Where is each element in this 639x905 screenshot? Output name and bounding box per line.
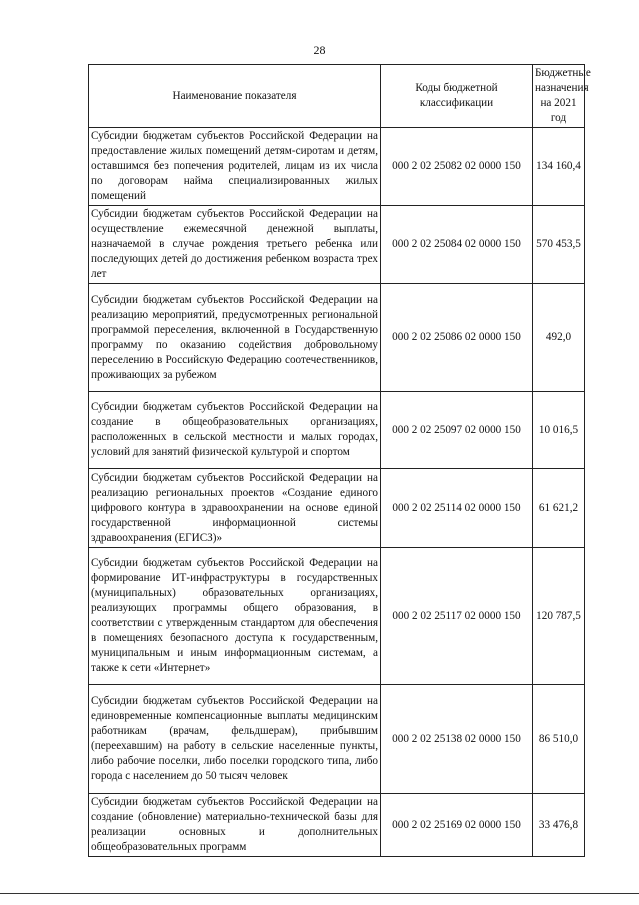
- budget-amount: 33 476,8: [533, 794, 585, 857]
- budget-amount: 134 160,4: [533, 128, 585, 206]
- header-budget-code: Коды бюджетной классификации: [381, 65, 533, 128]
- indicator-name: Субсидии бюджетам субъектов Российской Федерации на реализацию региональных проектов «Создание единого цифрового контура в здравоохранении на основе единой государственной информационной системы здравоохранения (ЕГИСЗ)»: [89, 469, 381, 548]
- table-row: [89, 469, 585, 548]
- table-row: [89, 685, 585, 794]
- header-indicator-name: Наименование показателя: [89, 65, 381, 128]
- indicator-name: Субсидии бюджетам субъектов Российской Федерации на создание (обновление) материально-технической базы для реализации основных и дополнительных общеобразовательных программ: [89, 794, 381, 857]
- table-row: [89, 284, 585, 392]
- budget-amount: 570 453,5: [533, 206, 585, 284]
- budget-code: 000 2 02 25086 02 0000 150: [381, 284, 533, 392]
- page-bottom-divider: [0, 893, 639, 894]
- budget-amount: 61 621,2: [533, 469, 585, 548]
- indicator-name: Субсидии бюджетам субъектов Российской Федерации на реализацию мероприятий, предусмотренных региональной программой переселения, включенной в Государственную программу по оказанию содействия добровольному переселению в Российскую Федерацию соотечественников, проживающих за рубежом: [89, 284, 381, 392]
- table-row: [89, 548, 585, 685]
- budget-code: 000 2 02 25138 02 0000 150: [381, 685, 533, 794]
- indicator-name: Субсидии бюджетам субъектов Российской Федерации на единовременные компенсационные выплаты медицинским работникам (врачам, фельдшерам), прибывшим (переехавшим) на работу в сельские населенные пункты, либо рабочие поселки, либо поселки городского типа, либо города с населением до 50 тысяч человек: [89, 685, 381, 794]
- budget-amount: 120 787,5: [533, 548, 585, 685]
- budget-code: 000 2 02 25082 02 0000 150: [381, 128, 533, 206]
- budget-code: 000 2 02 25084 02 0000 150: [381, 206, 533, 284]
- table-row: [89, 128, 585, 206]
- indicator-name: Субсидии бюджетам субъектов Российской Федерации на предоставление жилых помещений детям-сиротам и детям, оставшимся без попечения родителей, лицам из их числа по договорам найма специализированных жилых помещений: [89, 128, 381, 206]
- indicator-name: Субсидии бюджетам субъектов Российской Федерации на формирование ИТ-инфраструктуры в государственных (муниципальных) образовательных организациях, реализующих программы общего образования, в соответствии с утвержденным стандартом для обеспечения в помещениях безопасного доступа к государственным, муниципальным и иным информационным системам, а также к сети «Интернет»: [89, 548, 381, 685]
- budget-code: 000 2 02 25117 02 0000 150: [381, 548, 533, 685]
- budget-amount: 10 016,5: [533, 392, 585, 469]
- indicator-name: Субсидии бюджетам субъектов Российской Федерации на осуществление ежемесячной денежной выплаты, назначаемой в случае рождения третьего ребенка или последующих детей до достижения ребенком возраста трех лет: [89, 206, 381, 284]
- table-row: [89, 206, 585, 284]
- budget-table: [88, 64, 591, 857]
- budget-amount: 86 510,0: [533, 685, 585, 794]
- indicator-name: Субсидии бюджетам субъектов Российской Федерации на создание в общеобразовательных организациях, расположенных в сельской местности и малых городах, условий для занятий физической культурой и спортом: [89, 392, 381, 469]
- table-row: [89, 794, 585, 857]
- budget-code: 000 2 02 25097 02 0000 150: [381, 392, 533, 469]
- budget-amount: 492,0: [533, 284, 585, 392]
- table-header-row: [89, 65, 585, 128]
- table-row: [89, 392, 585, 469]
- page-number: 28: [313, 43, 326, 57]
- budget-code: 000 2 02 25114 02 0000 150: [381, 469, 533, 548]
- header-budget-amount: Бюджетные назначения на 2021 год: [533, 65, 585, 128]
- budget-code: 000 2 02 25169 02 0000 150: [381, 794, 533, 857]
